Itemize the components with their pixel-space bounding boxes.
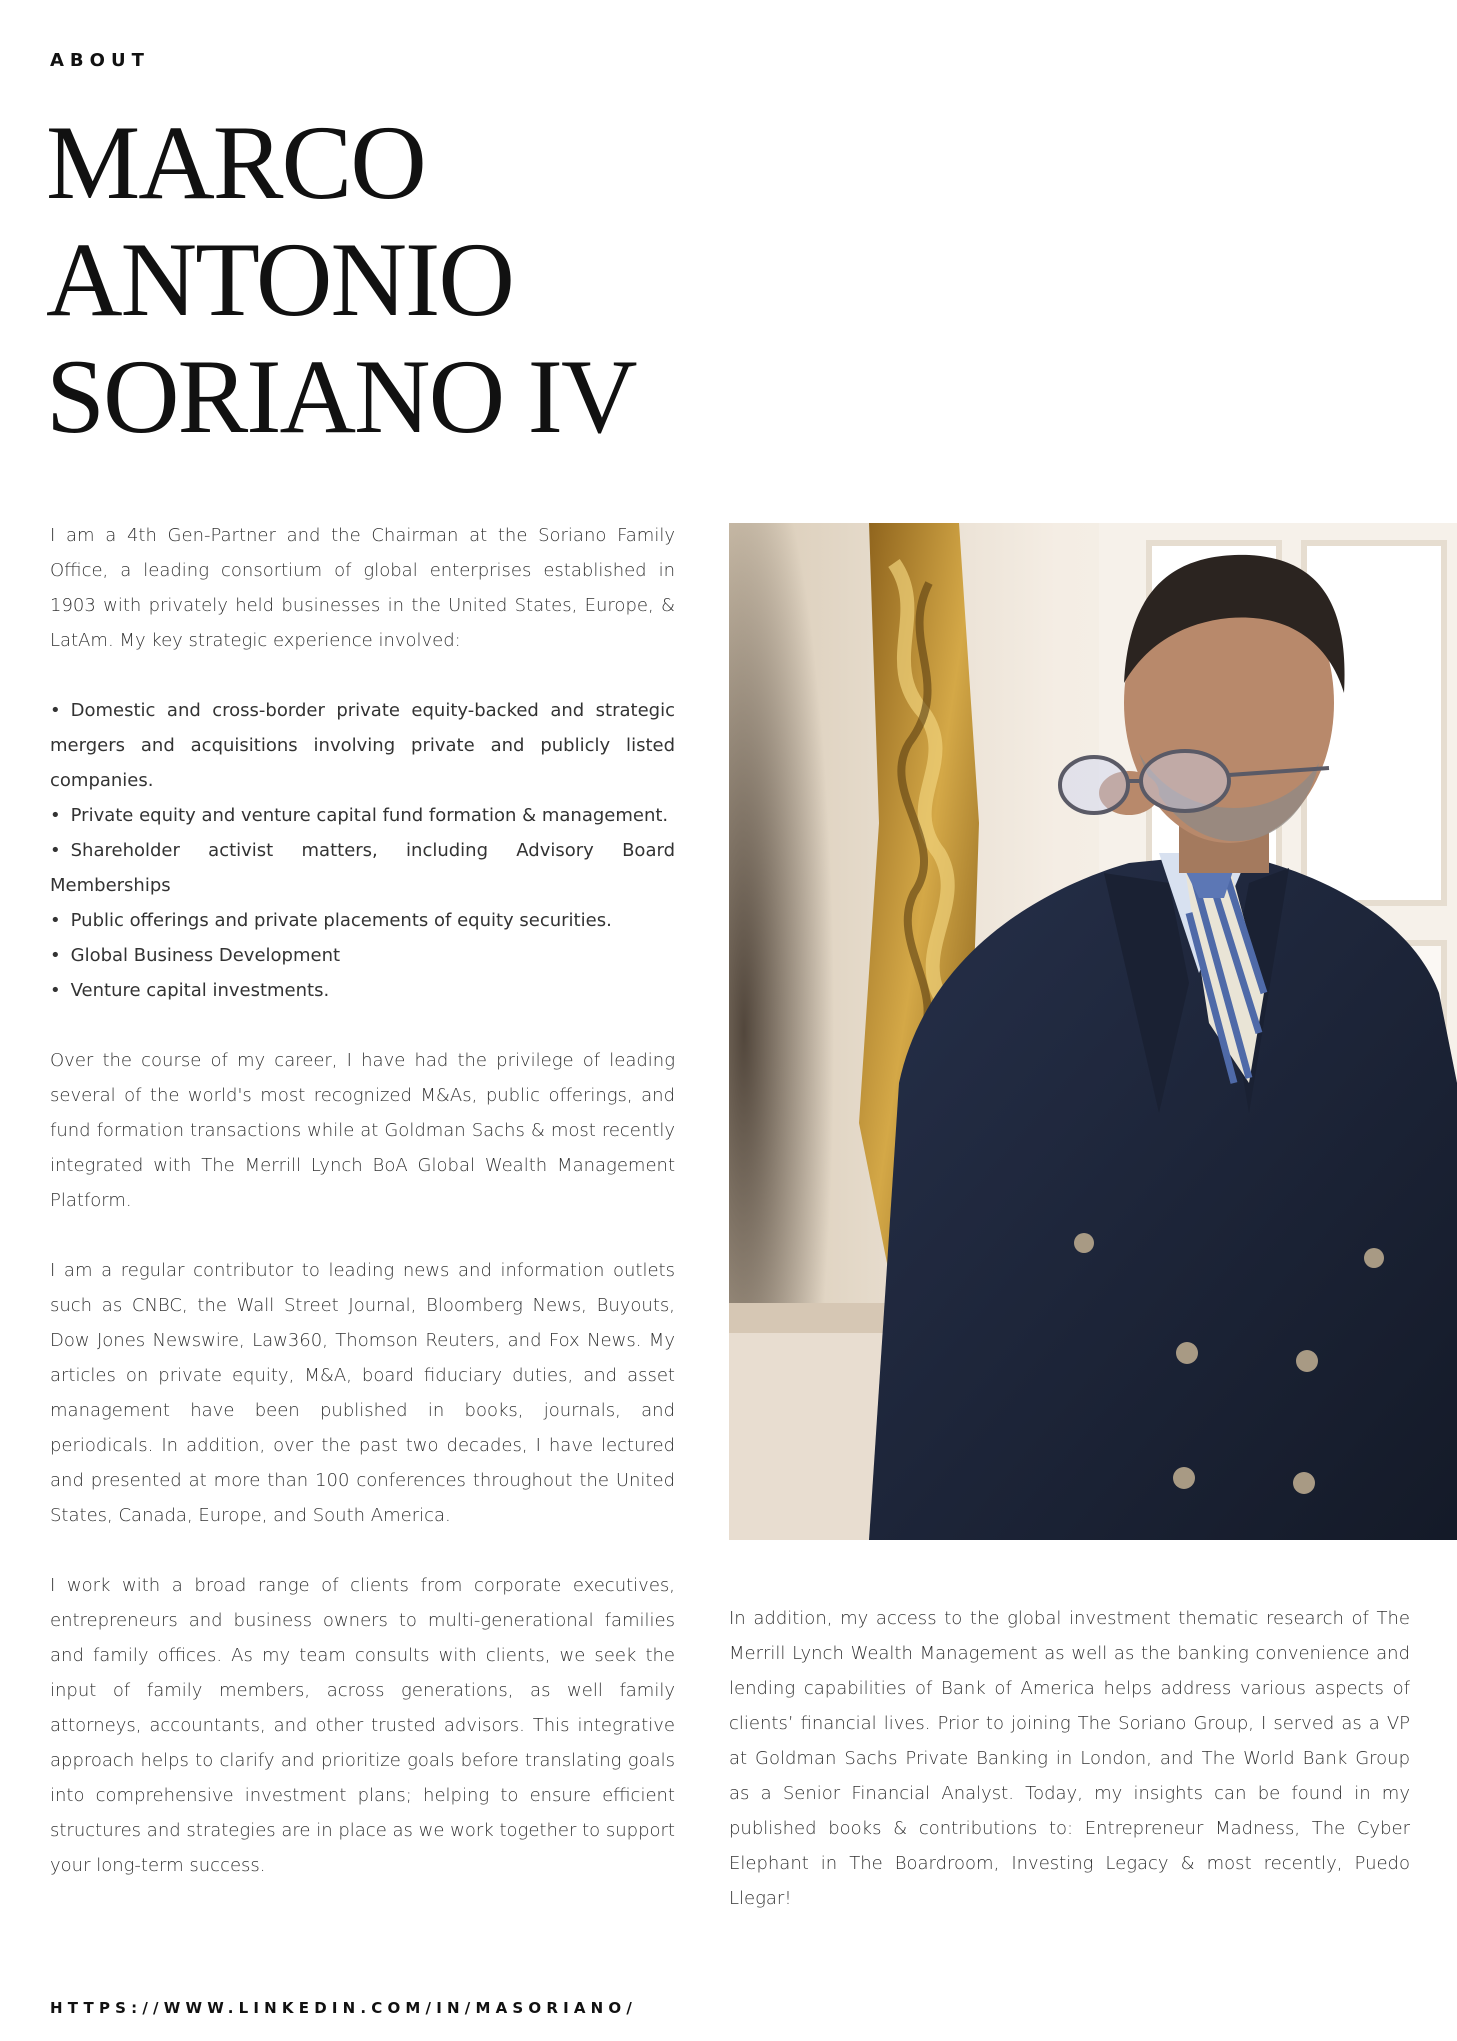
list-item-text: Public offerings and private placements of equity securities. <box>70 910 612 931</box>
name-line-1: MARCO <box>46 104 425 221</box>
clients-paragraph: I work with a broad range of clients from corporate executives, entrepreneurs and business owners to multi-generational families and family offices. As my team consults with clients, we seek the input of family members, across generations, as well family attorneys, accountants, and other trusted advisors. This integrative approach helps to clarify and prioritize goals before translating goals into comprehensive investment plans; helping to ensure efficient structures and strategies are in place as we work together to support your long-term success. <box>50 1575 675 1876</box>
addition-paragraph: In addition, my access to the global investment thematic research of The Merrill Lynch Wealth Management as well as the banking convenience and lending capabilities of Bank of America helps address various aspects of clients’ financial lives. Prior to joining The Soriano Group, I served as a VP at Goldman Sachs Private Banking in London, and The World Bank Group as a Senior Financial Analyst. Today, my insights can be found in my published books & contributions to: Entrepreneur Madness, The Cyber Elephant in The Boardroom, Investing Legacy & most recently, Puedo Llegar! <box>729 1608 1410 1909</box>
list-item: • Domestic and cross-border private equity-backed and strategic mergers and acquisitions involving private and publicly listed companies. <box>50 700 675 791</box>
list-item-text: Shareholder activist matters, including Advisory Board Memberships <box>50 840 675 896</box>
list-item: • Shareholder activist matters, including Advisory Board Memberships <box>50 840 675 896</box>
name-line-2: ANTONIO <box>46 221 513 338</box>
list-item-text: Private equity and venture capital fund formation & management. <box>70 805 669 826</box>
left-column <box>50 518 675 1918</box>
page-title <box>46 104 636 455</box>
portrait-illustration <box>729 523 1457 1540</box>
section-label: ABOUT <box>50 50 150 71</box>
name-line-3: SORIANO IV <box>46 338 636 455</box>
media-paragraph: I am a regular contributor to leading news and information outlets such as CNBC, the Wall Street Journal, Bloomberg News, Buyouts, Dow Jones Newswire, Law360, Thomson Reuters, and Fox News. My articles on private equity, M&A, board fiduciary duties, and asset management have been published in books, journals, and periodicals. In addition, over the past two decades, I have lectured and presented at more than 100 conferences throughout the United States, Canada, Europe, and South America. <box>50 1260 675 1526</box>
intro-paragraph: I am a 4th Gen-Partner and the Chairman at the Soriano Family Office, a leading consortium of global enterprises established in 1903 with privately held businesses in the United States, Europe, & LatAm. My key strategic experience involved: <box>50 525 675 651</box>
right-column <box>729 1601 1410 1951</box>
list-item: • Private equity and venture capital fund formation & management. <box>50 805 669 826</box>
list-item: • Venture capital investments. <box>50 980 330 1001</box>
list-item: • Public offerings and private placements of equity securities. <box>50 910 612 931</box>
list-item-text: Global Business Development <box>70 945 341 966</box>
list-item-text: Domestic and cross-border private equity-backed and strategic mergers and acquisitions involving private and publicly listed companies. <box>50 700 675 791</box>
portrait-photo <box>729 523 1457 1540</box>
career-paragraph: Over the course of my career, I have had the privilege of leading several of the world's most recognized M&As, public offerings, and fund formation transactions while at Goldman Sachs & most recently integrated with The Merrill Lynch BoA Global Wealth Management Platform. <box>50 1050 675 1211</box>
experience-list <box>50 693 675 1008</box>
list-item: • Global Business Development <box>50 945 341 966</box>
linkedin-link[interactable]: HTTPS://WWW.LINKEDIN.COM/IN/MASORIANO/ <box>50 1999 638 2017</box>
list-item-text: Venture capital investments. <box>70 980 330 1001</box>
